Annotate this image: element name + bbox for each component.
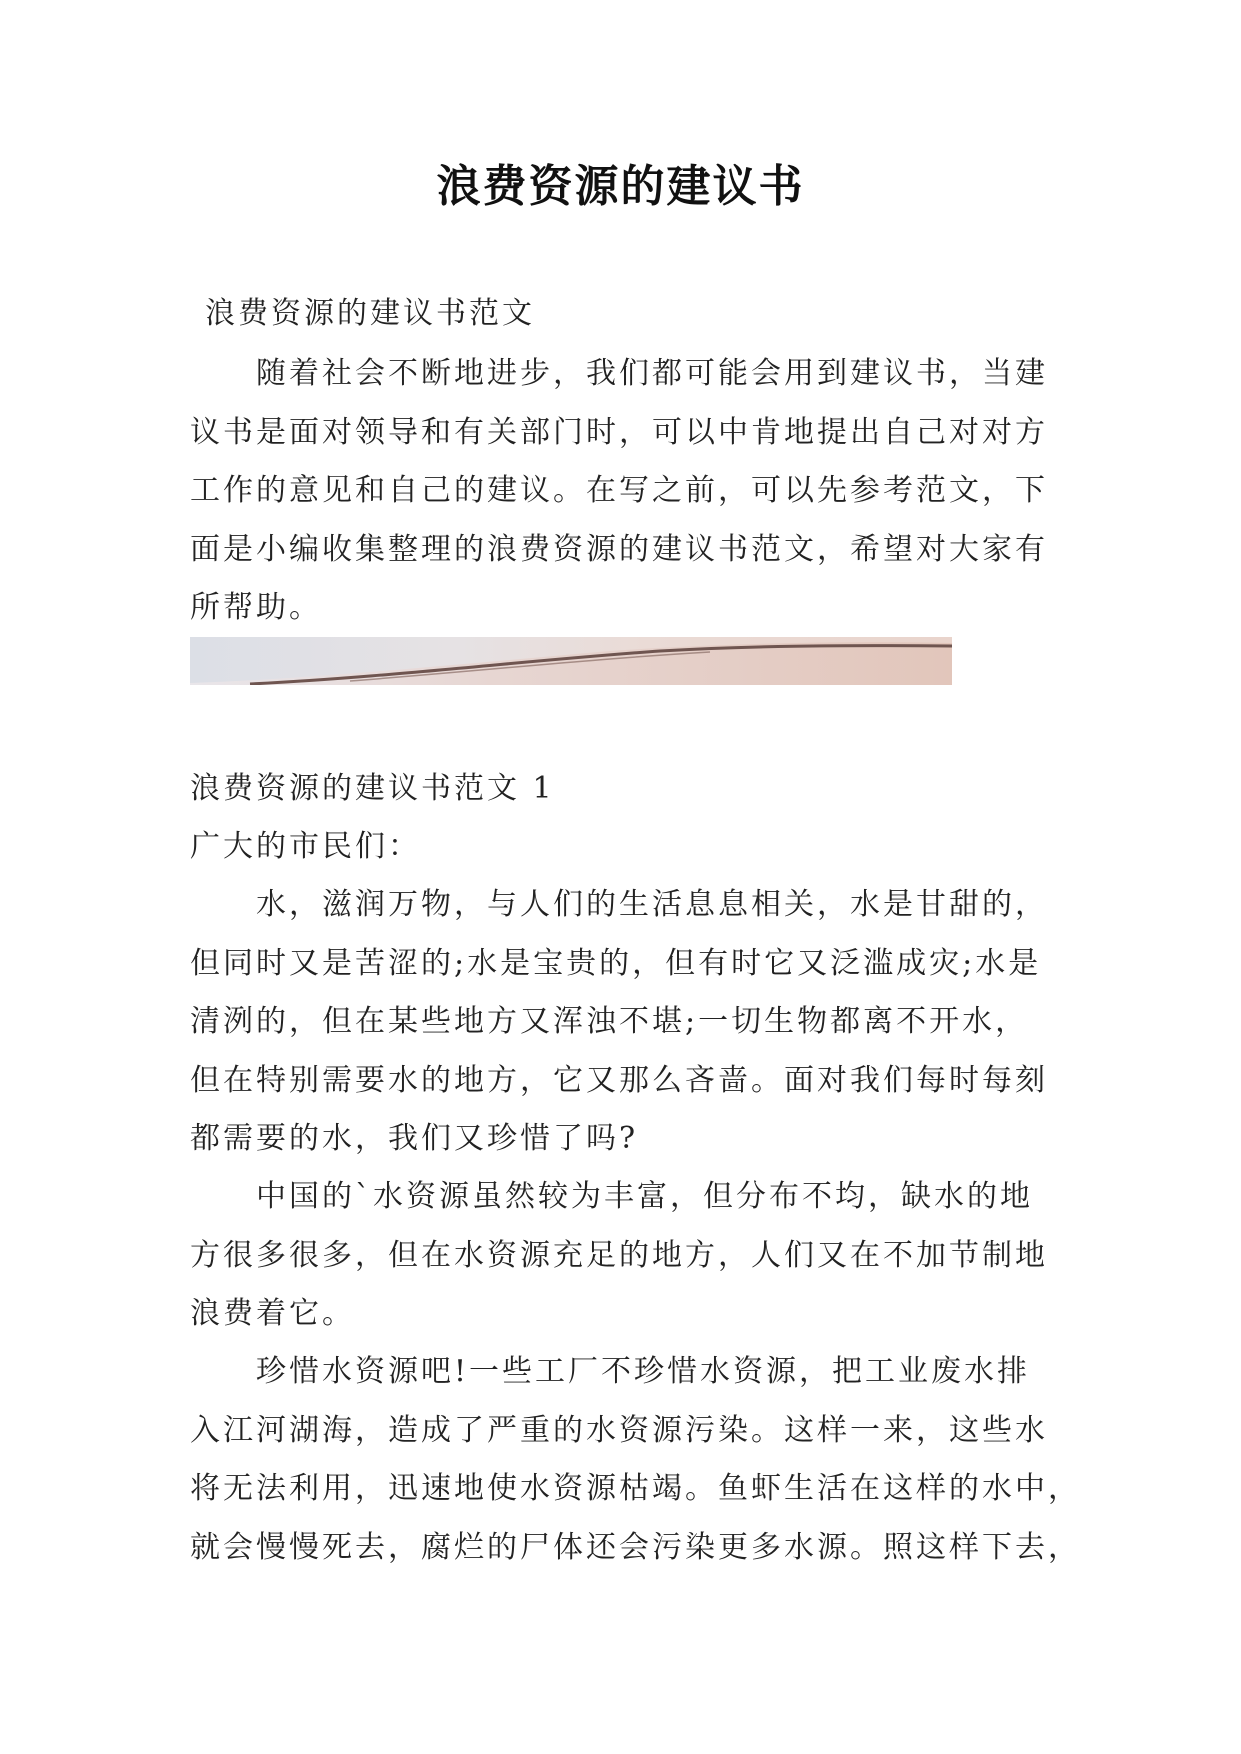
paragraph-line: 但同时又是苦涩的;水是宝贵的，但有时它又泛滥成灾;水是 [190,945,1042,981]
section-heading: 浪费资源的建议书范文 1 [190,771,555,806]
paragraph-line: 浪费着它。 [190,1296,355,1331]
paragraph-line: 珍惜水资源吧!一些工厂不珍惜水资源，把工业废水排 [190,1354,1031,1389]
paragraph-line: 就会慢慢死去，腐烂的尸体还会污染更多水源。照这样下去， [190,1529,1081,1565]
paragraph-line: 但在特别需要水的地方，它又那么吝啬。面对我们每时每刻 [190,1062,1048,1098]
paragraph-line: 水，滋润万物，与人们的生活息息相关，水是甘甜的， [190,887,1048,922]
document-subtitle: 浪费资源的建议书范文 [205,296,535,331]
paragraph-line: 中国的`水资源虽然较为丰富，但分布不均，缺水的地 [190,1179,1033,1214]
paragraph-line: 清洌的，但在某些地方又浑浊不堪;一切生物都离不开水， [190,1004,1029,1039]
intro-line: 面是小编收集整理的浪费资源的建议书范文，希望对大家有 [190,531,1048,567]
paragraph-2 [190,1168,1070,1344]
salutation: 广大的市民们： [190,829,421,864]
intro-line: 所帮助。 [190,590,322,625]
intro-line: 议书是面对领导和有关部门时，可以中肯地提出自己对对方 [190,414,1048,450]
paragraph-line: 入江河湖海，造成了严重的水资源污染。这样一来，这些水 [190,1412,1048,1448]
paragraph-line: 方很多很多，但在水资源充足的地方，人们又在不加节制地 [190,1237,1048,1273]
paragraph-3 [190,1343,1081,1577]
document-title: 浪费资源的建议书 [436,161,805,212]
paragraph-line: 都需要的水，我们又珍惜了吗? [190,1121,639,1156]
intro-paragraph [190,345,1070,638]
intro-line: 工作的意见和自己的建议。在写之前，可以先参考范文，下 [190,473,1048,508]
cropped-photo [190,637,952,685]
paragraph-line: 将无法利用，迅速地使水资源枯竭。鱼虾生活在这样的水中， [190,1471,1081,1506]
intro-line: 随着社会不断地进步，我们都可能会用到建议书，当建 [190,356,1048,391]
paragraph-1 [190,876,1070,1169]
